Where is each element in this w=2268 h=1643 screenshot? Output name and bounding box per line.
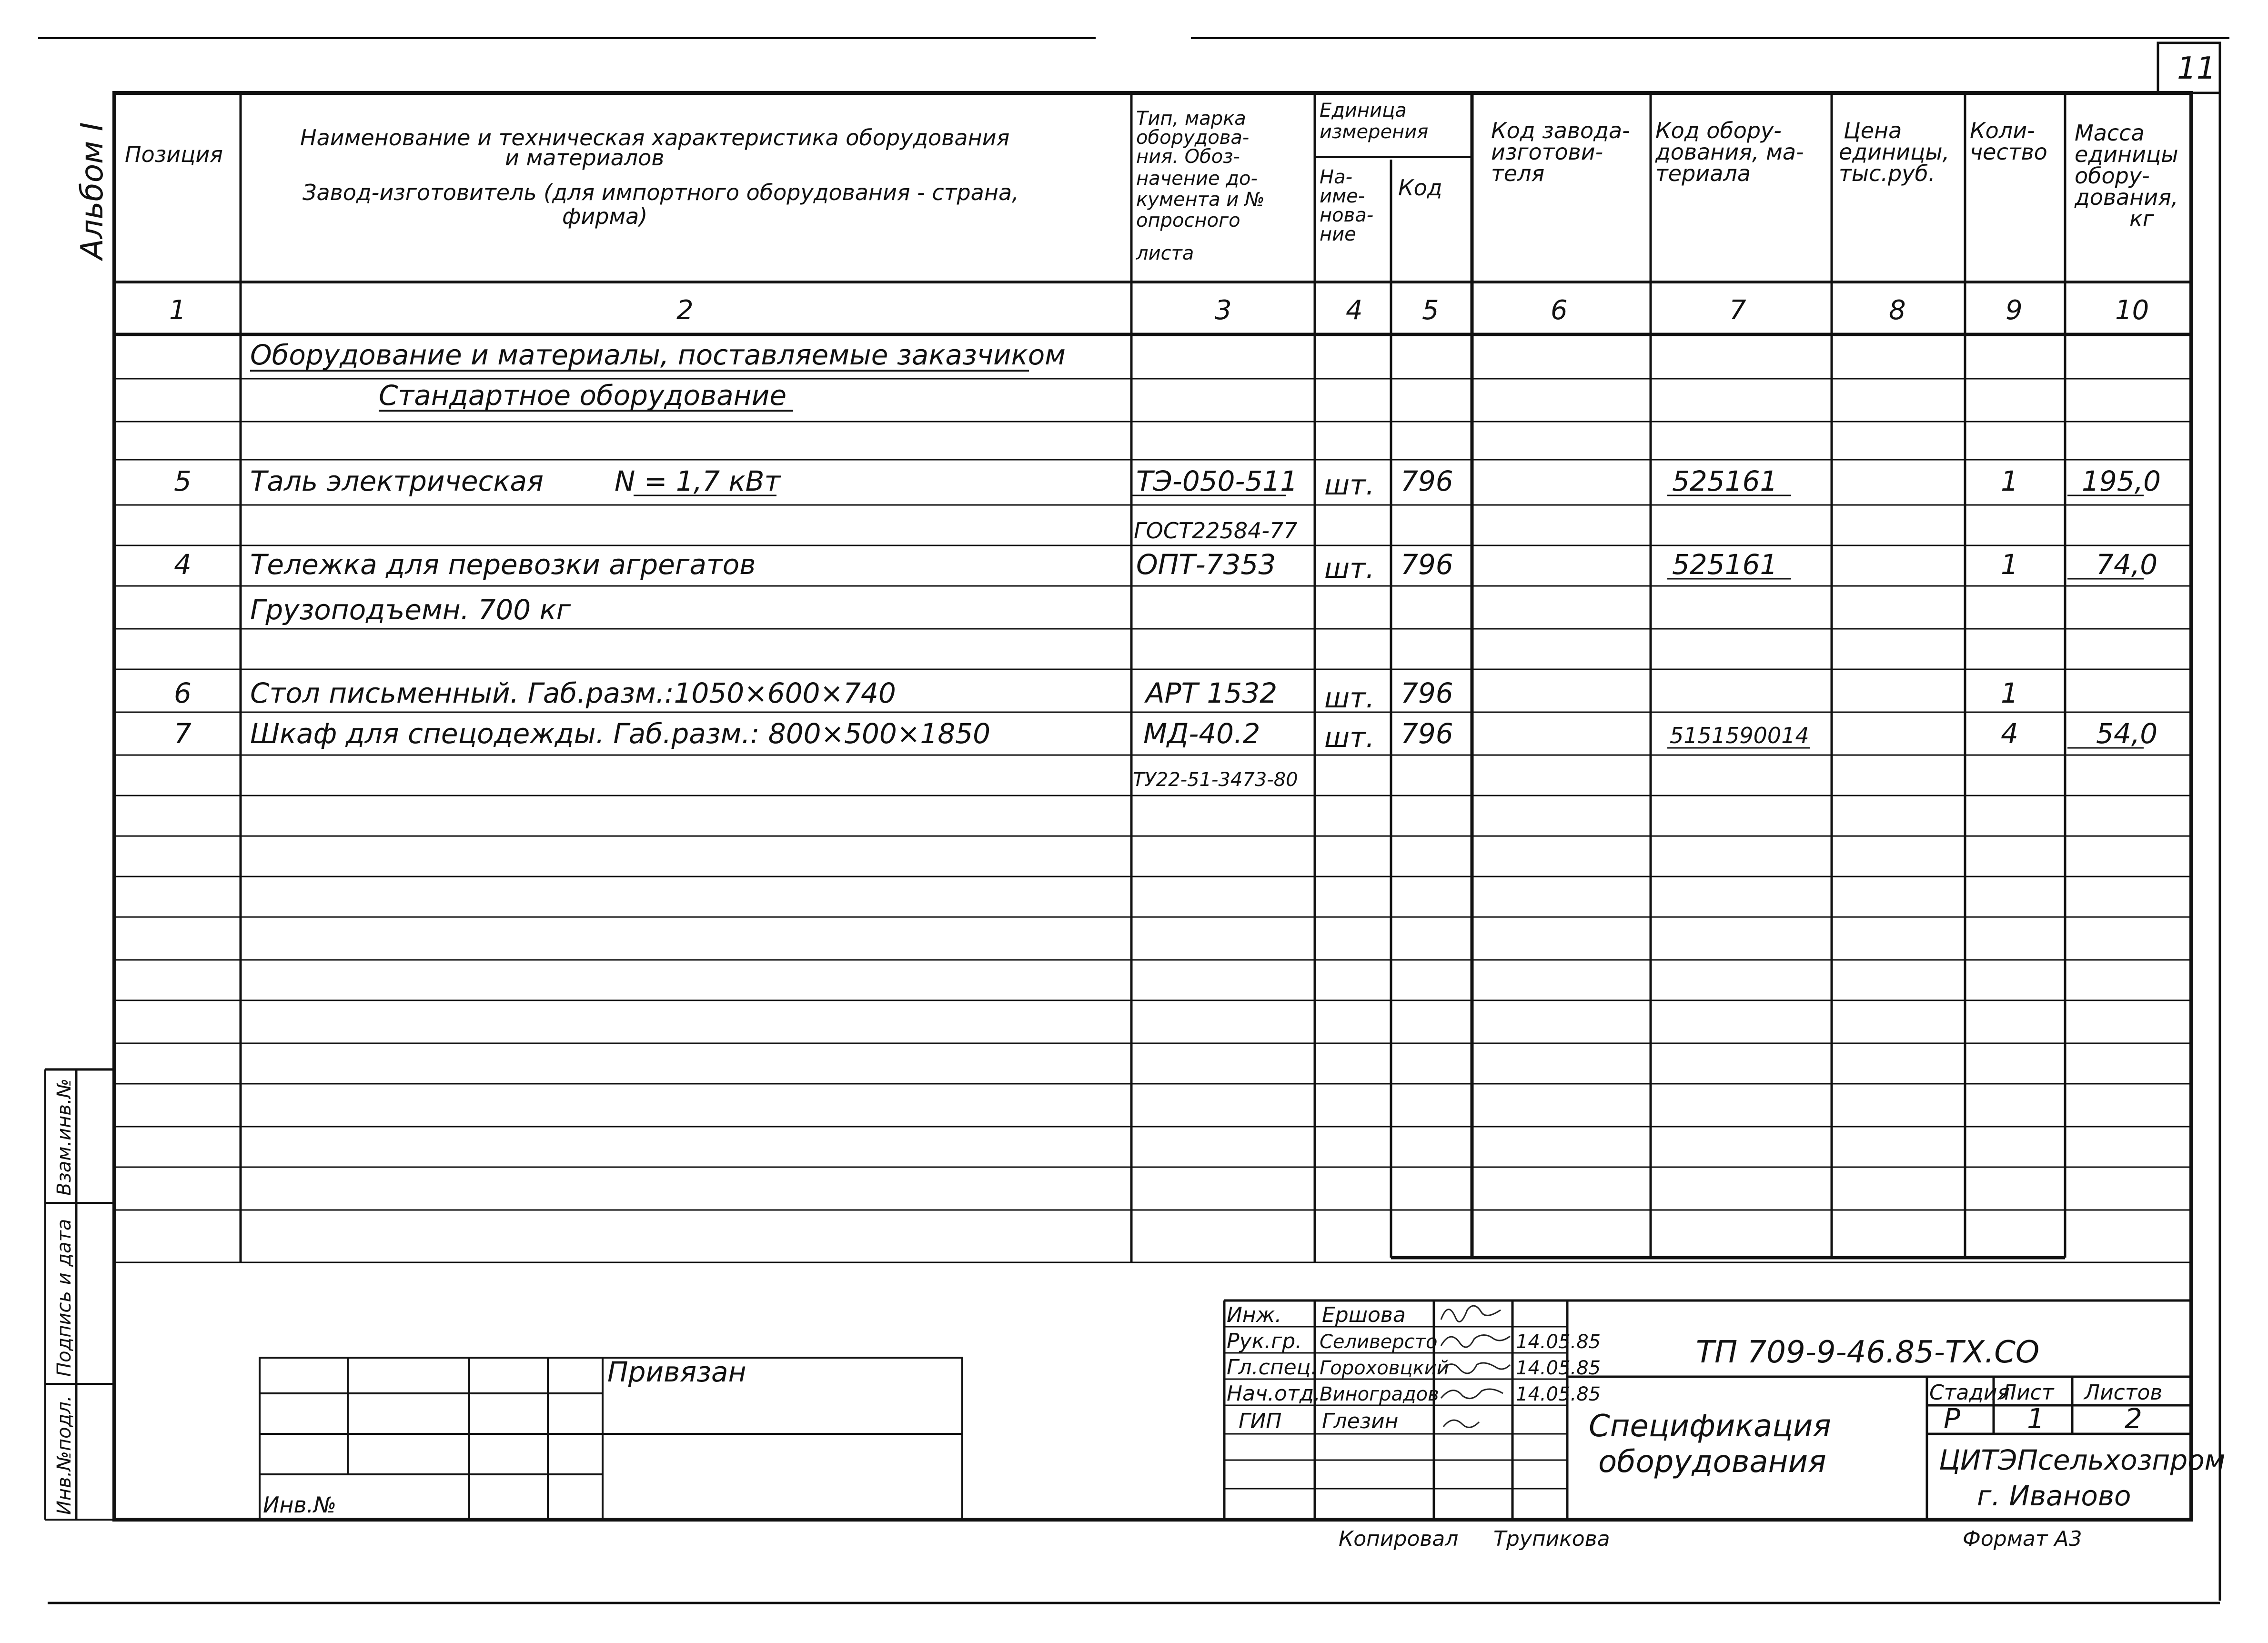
col-num-1: 1 xyxy=(169,295,186,326)
signer-date: 14.05.85 xyxy=(1516,1331,1601,1353)
sheet-value: 1 xyxy=(2027,1402,2045,1435)
row-type: ТЭ-050-511 xyxy=(1136,465,1298,497)
header-mass-3: дования, xyxy=(2075,184,2178,210)
header-type-4: кумента и № xyxy=(1136,189,1265,211)
col-num-8: 8 xyxy=(1889,295,1906,326)
section-title: Оборудование и материалы, поставляемые заказчиком xyxy=(250,339,1066,371)
header-factory-code-0: Код завода- xyxy=(1491,118,1630,143)
header-name-line2: и материалов xyxy=(505,145,665,171)
header-type-1: оборудова- xyxy=(1136,127,1250,149)
subsection-title: Стандартное оборудование xyxy=(379,379,787,412)
signer-name: Ершова xyxy=(1322,1303,1406,1327)
table-row xyxy=(174,717,2157,754)
organization: ЦИТЭПсельхозпром xyxy=(1939,1444,2226,1476)
column-numbers xyxy=(169,295,2149,326)
row-qty: 1 xyxy=(2001,677,2018,709)
row-code: 796 xyxy=(1401,548,1453,581)
header-mass-2: обору- xyxy=(2075,163,2150,189)
row-type: ГОСТ22584-77 xyxy=(1134,518,1298,544)
col-num-3: 3 xyxy=(1215,295,1232,326)
header-factory-code-2: теля xyxy=(1491,161,1545,186)
header-mass-4: кг xyxy=(2129,206,2154,232)
table-row xyxy=(174,677,2018,714)
binding-label: Привязан xyxy=(607,1356,746,1388)
row-type: ТУ22-51-3473-80 xyxy=(1133,769,1298,791)
signer-role: Рук.гр. xyxy=(1227,1329,1302,1353)
col-num-7: 7 xyxy=(1729,295,1746,326)
col-num-5: 5 xyxy=(1422,295,1439,326)
row-unit: шт. xyxy=(1324,552,1375,585)
organization-city: г. Иваново xyxy=(1977,1480,2131,1512)
row-type: МД-40.2 xyxy=(1143,717,1260,750)
header-qty-1: чество xyxy=(1970,139,2047,165)
row-name: Стол письменный. Габ.разм.:1050×600×740 xyxy=(250,677,896,709)
signature-scribbles xyxy=(1441,1306,1510,1427)
header-equip-code-0: Код обору- xyxy=(1655,118,1782,143)
signer-date: 14.05.85 xyxy=(1516,1383,1601,1405)
table-row xyxy=(1133,769,1298,791)
table-row xyxy=(174,465,2161,501)
table-row xyxy=(1134,518,1298,544)
row-position: 4 xyxy=(174,548,192,581)
signer-date: 14.05.85 xyxy=(1516,1357,1601,1379)
header-name-line4: фирма) xyxy=(562,203,648,229)
row-mass: 74,0 xyxy=(2096,548,2158,581)
header-name-line3: Завод-изготовитель (для импортного оборудования - страна, xyxy=(302,180,1019,205)
row-qty: 1 xyxy=(2001,548,2018,581)
header-equip-code-2: териала xyxy=(1655,161,1751,186)
album-label: Альбом I xyxy=(75,122,110,260)
header-type-3: начение до- xyxy=(1136,168,1258,190)
header-unit-name-1: име- xyxy=(1320,185,1365,207)
side-stamp-signature: Подпись и дата xyxy=(53,1219,75,1377)
stage-header-stage: Стадия xyxy=(1929,1381,2010,1405)
row-unit: шт. xyxy=(1324,682,1375,714)
row-name: Грузоподъемн. 700 кг xyxy=(250,594,571,626)
row-type: АРТ 1532 xyxy=(1146,677,1278,709)
signers-block xyxy=(1227,1303,1601,1433)
signer-role: ГИП xyxy=(1239,1409,1282,1433)
document-code: ТП 709-9-46.85-ТХ.СО xyxy=(1696,1335,2040,1370)
side-stamp xyxy=(53,1079,75,1515)
row-extra: N = 1,7 кВт xyxy=(615,465,781,497)
copied-label: Копировал xyxy=(1339,1527,1459,1551)
row-unit: шт. xyxy=(1324,721,1375,754)
row-type: ОПТ-7353 xyxy=(1136,548,1276,581)
header-type-6: листа xyxy=(1136,242,1194,264)
row-qty: 1 xyxy=(2001,465,2018,497)
document-title-line1: Спецификация xyxy=(1589,1409,1831,1444)
row-position: 7 xyxy=(174,717,192,750)
header-name-line1: Наименование и техническая характеристика оборудования xyxy=(300,125,1010,151)
row-equip-code: 525161 xyxy=(1672,548,1778,581)
signer-name: Селиверсто xyxy=(1320,1331,1438,1353)
row-name: Таль электрическая xyxy=(250,465,544,497)
header-factory-code-1: изготови- xyxy=(1491,139,1603,165)
header-equip-code-1: дования, ма- xyxy=(1655,139,1804,165)
stage-header-sheets: Листов xyxy=(2084,1381,2163,1405)
table-row xyxy=(174,548,2157,585)
signer-name: Виноградов xyxy=(1320,1383,1439,1405)
header-position: Позиция xyxy=(125,141,223,167)
stage-header-sheet: Лист xyxy=(2001,1381,2054,1405)
signer-name: Гороховцкий xyxy=(1320,1357,1449,1379)
col-num-4: 4 xyxy=(1346,295,1363,326)
header-price-1: единицы, xyxy=(1839,139,1950,165)
header-type-2: ния. Обоз- xyxy=(1136,146,1240,168)
row-mass: 195,0 xyxy=(2082,465,2161,497)
table-row xyxy=(250,594,571,626)
header-price-2: тыс.руб. xyxy=(1839,161,1935,186)
row-name: Шкаф для спецодежды. Габ.разм.: 800×500×1850 xyxy=(250,717,991,750)
header-qty-0: Коли- xyxy=(1970,118,2035,143)
header-price-0: Цена xyxy=(1844,118,1902,143)
sheets-value: 2 xyxy=(2125,1402,2142,1435)
table-header xyxy=(125,100,2178,264)
col-num-10: 10 xyxy=(2115,295,2149,326)
row-code: 796 xyxy=(1401,677,1453,709)
row-code: 796 xyxy=(1401,465,1453,497)
col-num-9: 9 xyxy=(2006,295,2023,326)
header-unit-code: Код xyxy=(1398,175,1442,201)
main-frame xyxy=(114,93,2191,1520)
signer-role: Инж. xyxy=(1227,1303,1282,1327)
inventory-label: Инв.№ xyxy=(263,1492,337,1518)
header-unit-name-3: ние xyxy=(1320,223,1356,245)
col-num-2: 2 xyxy=(676,295,694,326)
col-num-6: 6 xyxy=(1551,295,1568,326)
row-equip-code: 525161 xyxy=(1672,465,1778,497)
row-equip-code: 5151590014 xyxy=(1670,723,1809,748)
row-position: 5 xyxy=(174,465,192,497)
row-position: 6 xyxy=(174,677,192,709)
header-unit-name-0: На- xyxy=(1320,166,1353,188)
header-mass-0: Масса xyxy=(2075,120,2145,146)
header-unit-name-2: нова- xyxy=(1320,204,1374,226)
signer-role: Нач.отд. xyxy=(1227,1381,1320,1406)
row-qty: 4 xyxy=(2001,717,2018,750)
format-label: Формат А3 xyxy=(1963,1527,2082,1551)
side-stamp-replacement: Взам.инв.№ xyxy=(53,1078,75,1196)
signer-name: Глезин xyxy=(1322,1409,1399,1433)
row-name: Тележка для перевозки агрегатов xyxy=(250,548,756,581)
header-type-5: опросного xyxy=(1136,210,1240,232)
side-stamp-original: Инв.№подл. xyxy=(53,1395,75,1515)
row-code: 796 xyxy=(1401,717,1453,750)
header-type-0: Тип, марка xyxy=(1136,108,1246,130)
header-unit-group-0: Единица xyxy=(1320,100,1407,121)
page-number: 11 xyxy=(2177,51,2216,86)
document-title-line2: оборудования xyxy=(1598,1444,1826,1480)
copier-name: Трупикова xyxy=(1493,1527,1610,1551)
header-unit-group-1: измерения xyxy=(1320,121,1429,143)
row-unit: шт. xyxy=(1324,469,1375,501)
header-mass-1: единицы xyxy=(2075,141,2178,167)
signer-role: Гл.спец. xyxy=(1227,1355,1318,1380)
row-mass: 54,0 xyxy=(2096,717,2158,750)
stage-value: Р xyxy=(1944,1402,1960,1435)
